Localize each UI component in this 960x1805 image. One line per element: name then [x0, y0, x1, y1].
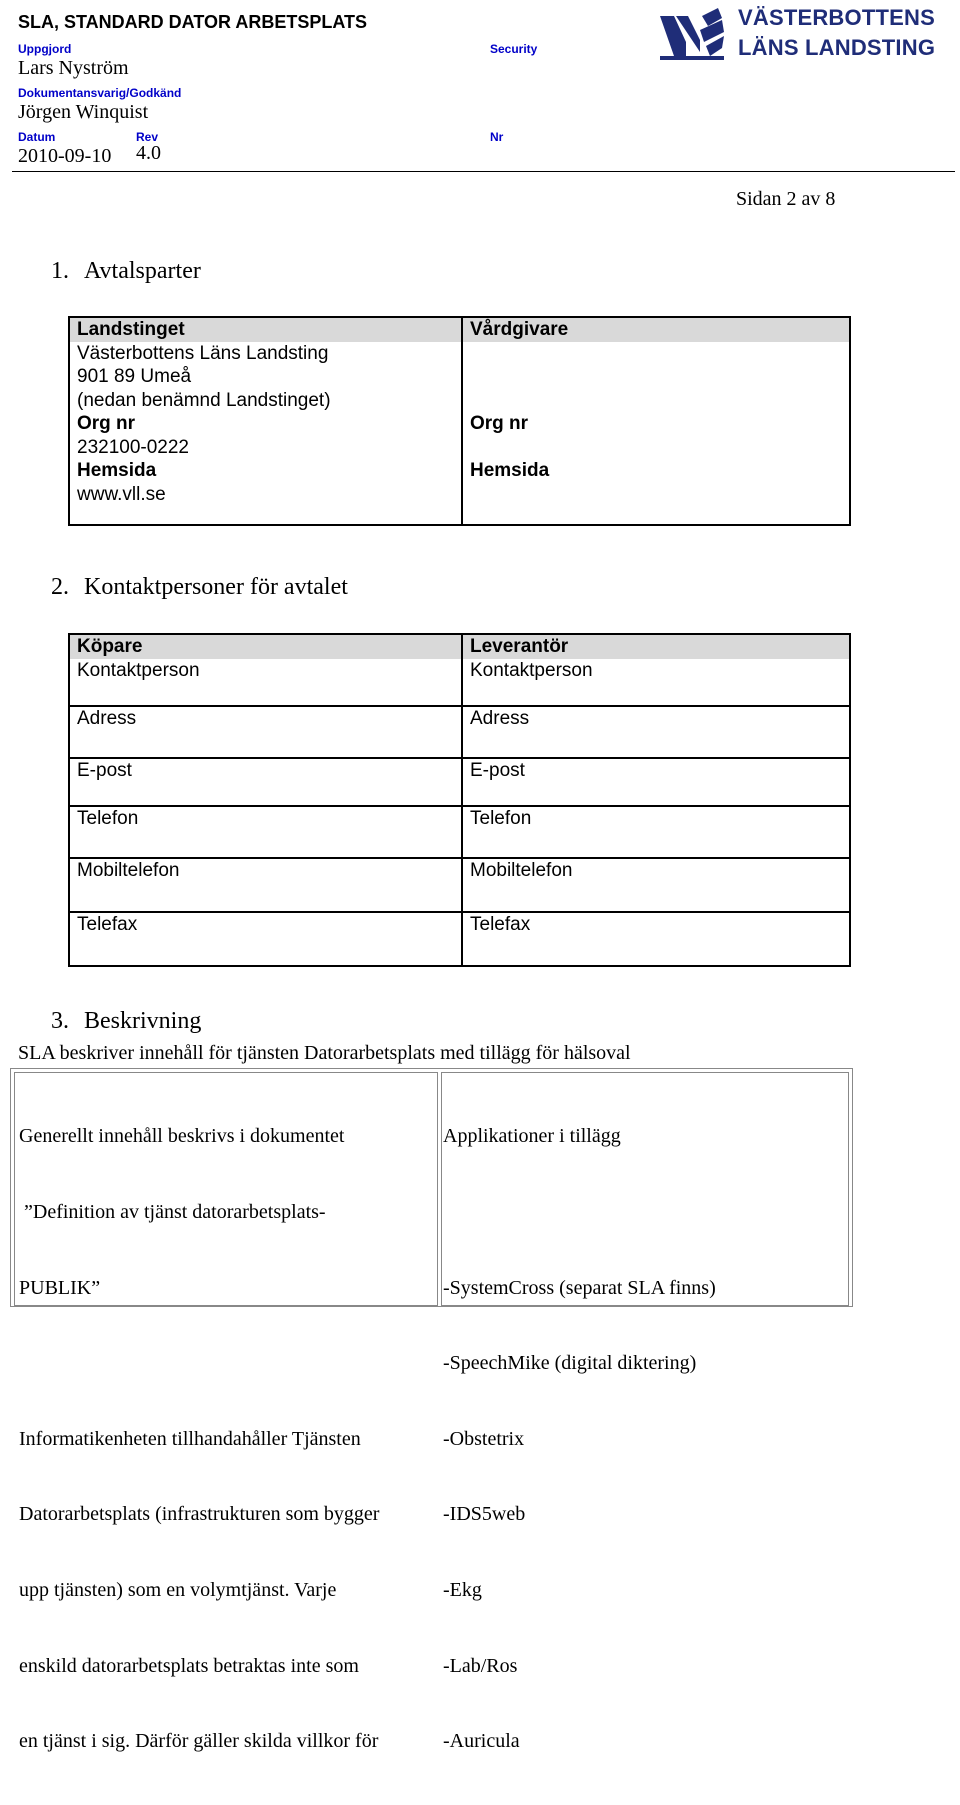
desc-right-line: Applikationer i tillägg: [443, 1125, 621, 1148]
description-left-text: [19, 1074, 379, 1805]
section2-number: 2.: [51, 574, 69, 600]
leverantor-telefon: Telefon: [462, 806, 850, 858]
vardgivare-cell: [462, 317, 850, 525]
landstinget-cell: [69, 317, 462, 525]
landstinget-note: (nedan benämnd Landstinget): [77, 389, 331, 411]
section3-title: Beskrivning: [84, 1008, 202, 1034]
kopare-adress: Adress: [69, 706, 462, 758]
logo-line1: VÄSTERBOTTENS: [738, 5, 935, 30]
desc-right-line: -Ekg: [443, 1579, 482, 1602]
uppgjord-label: Uppgjord: [18, 42, 72, 56]
section1-heading: [51, 258, 201, 285]
kopare-telefax: Telefax: [69, 912, 462, 966]
parties-table: [68, 316, 851, 526]
section3-heading: [51, 1008, 201, 1035]
desc-left-line: [19, 1351, 379, 1376]
desc-right-line: -Lab/Ros: [443, 1654, 518, 1677]
description-right-text: [443, 1074, 716, 1805]
contacts-table: [68, 633, 851, 967]
desc-left-line: Datorarbetsplats (infrastrukturen som bygger: [19, 1503, 380, 1526]
vardgivare-orgnr-label: Org nr: [470, 412, 529, 434]
leverantor-kontaktperson: Kontaktperson: [462, 659, 850, 706]
page-number: Sidan 2 av 8: [736, 188, 836, 210]
kopare-mobiltelefon: Mobiltelefon: [69, 858, 462, 912]
vardgivare-hemsida-label: Hemsida: [470, 459, 550, 481]
landstinget-name: Västerbottens Läns Landsting: [77, 342, 329, 364]
kopare-telefon: Telefon: [69, 806, 462, 858]
desc-right-line: -SpeechMike (digital diktering): [443, 1352, 697, 1375]
desc-left-line: upp tjänsten) som en volymtjänst. Varje: [19, 1579, 337, 1602]
desc-right-line: -Obstetrix: [443, 1427, 525, 1450]
landstinget-hemsida-label: Hemsida: [77, 460, 157, 481]
rev-label: Rev: [136, 130, 159, 144]
desc-right-line: -IDS5web: [443, 1503, 526, 1526]
desc-left-line: Generellt innehåll beskrivs i dokumentet: [19, 1125, 345, 1148]
desc-right-line: -Auricula: [443, 1730, 520, 1753]
leverantor-epost: E-post: [462, 758, 850, 806]
description-table: [10, 1068, 853, 1753]
leverantor-adress: Adress: [462, 706, 850, 758]
kopare-epost: E-post: [69, 758, 462, 806]
header-rule: [12, 171, 955, 172]
security-label: Security: [490, 42, 538, 56]
landstinget-orgnr-value: 232100-0222: [77, 436, 189, 458]
datum-label: Datum: [18, 130, 56, 144]
document-title: SLA, STANDARD DATOR ARBETSPLATS: [18, 12, 367, 32]
section2-title: Kontaktpersoner för avtalet: [84, 574, 348, 600]
desc-left-line: Informatikenheten tillhandahåller Tjänsten: [19, 1427, 361, 1450]
landstinget-heading: Landstinget: [70, 318, 461, 342]
desc-left-line: en tjänst i sig. Därför gäller skilda villkor för: [19, 1730, 379, 1753]
section1-title: Avtalsparter: [84, 258, 201, 284]
kopare-heading: Köpare: [69, 634, 462, 659]
logo-line2: LÄNS LANDSTING: [738, 35, 936, 60]
ansvarig-value: Jörgen Winquist: [18, 101, 149, 123]
section3-number: 3.: [51, 1008, 69, 1034]
desc-left-line: PUBLIK”: [19, 1276, 101, 1299]
section2-heading: [51, 574, 348, 601]
leverantor-mobiltelefon: Mobiltelefon: [462, 858, 850, 912]
desc-left-line: ”Definition av tjänst datorarbetsplats-: [19, 1201, 326, 1224]
kopare-kontaktperson: Kontaktperson: [69, 659, 462, 706]
landstinget-hemsida-value: www.vll.se: [77, 483, 166, 505]
leverantor-heading: Leverantör: [462, 634, 850, 659]
landstinget-orgnr-label: Org nr: [77, 413, 136, 434]
ansvarig-label: Dokumentansvarig/Godkänd: [18, 86, 182, 100]
rev-value: 4.0: [136, 142, 161, 164]
desc-left-line: enskild datorarbetsplats betraktas inte som: [19, 1654, 359, 1677]
landstinget-address: 901 89 Umeå: [77, 366, 192, 387]
section3-intro: SLA beskriver innehåll för tjänsten Datorarbetsplats med tillägg för hälsoval: [18, 1042, 631, 1064]
section1-number: 1.: [51, 258, 69, 284]
uppgjord-value: Lars Nyström: [18, 57, 129, 79]
nr-label: Nr: [490, 130, 504, 144]
vardgivare-heading: Vårdgivare: [463, 318, 849, 342]
desc-right-line: [443, 1200, 716, 1225]
leverantor-telefax: Telefax: [462, 912, 850, 966]
datum-value: 2010-09-10: [18, 145, 112, 167]
desc-right-line: -SystemCross (separat SLA finns): [443, 1276, 716, 1299]
